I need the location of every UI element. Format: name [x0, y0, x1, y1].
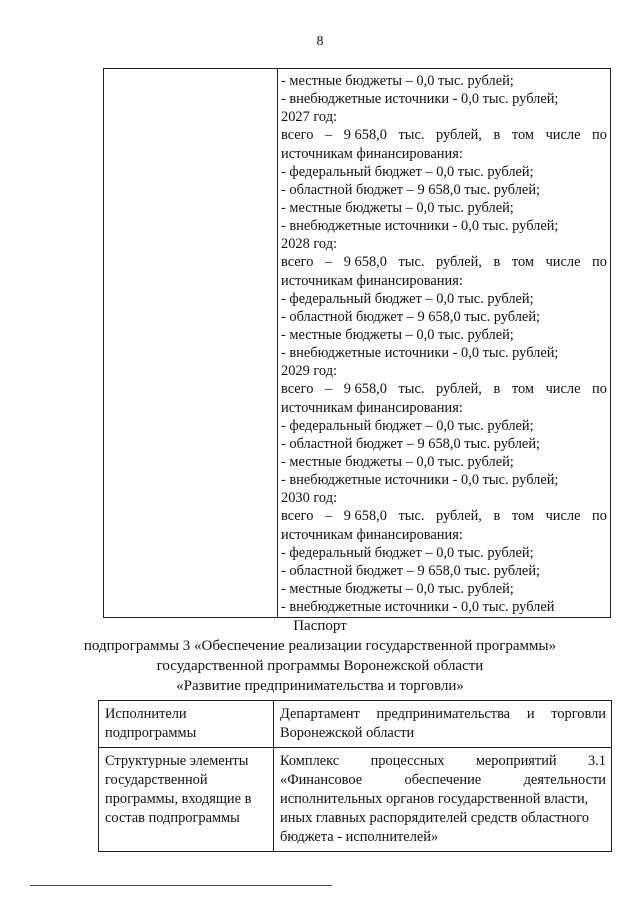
text-line: исполнительных органов государственной власти,	[280, 791, 589, 807]
text-line: - федеральный бюджет – 0,0 тыс. рублей;	[281, 417, 534, 434]
text-line: источникам финансирования:	[281, 526, 463, 543]
word: по	[592, 254, 607, 271]
justified-text-line	[280, 771, 606, 790]
word: всего	[281, 254, 314, 271]
page-number: 8	[316, 34, 324, 49]
word: числе	[545, 381, 581, 398]
text-line: программы, входящие в	[105, 791, 252, 807]
text-line: бюджета - исполнителей»	[280, 829, 439, 845]
word: рублей,	[436, 508, 482, 525]
text-line: государственной	[105, 772, 208, 788]
text-line: Структурные элементы	[105, 753, 249, 769]
word: Комплекс	[280, 753, 340, 769]
word: 9 658,0	[343, 508, 387, 525]
word: Департамент	[280, 706, 360, 722]
word: и	[526, 706, 535, 722]
text-line: - местные бюджеты – 0,0 тыс. рублей;	[281, 453, 514, 470]
text-line: - внебюджетные источники - 0,0 тыс. рублей;	[281, 218, 559, 235]
word: предпринимательства	[376, 706, 511, 722]
text-line: - местные бюджеты – 0,0 тыс. рублей;	[281, 73, 514, 89]
word: в	[493, 508, 501, 525]
word: числе	[545, 508, 581, 525]
text-line: 2030 год:	[281, 490, 338, 507]
word: в	[493, 127, 501, 144]
word: том	[511, 508, 534, 525]
word: всего	[281, 508, 314, 525]
word: тыс.	[398, 381, 425, 398]
word: мероприятий	[475, 753, 557, 769]
text-line: - федеральный бюджет – 0,0 тыс. рублей;	[281, 163, 534, 180]
text-line: - внебюджетные источники - 0,0 тыс. рублей;	[281, 345, 559, 362]
text-line: подпрограммы	[105, 725, 197, 741]
executors-label-cell	[99, 701, 274, 748]
passport-table	[98, 700, 612, 852]
text-line: - областной бюджет – 9 658,0 тыс. рублей;	[281, 181, 541, 198]
text-line: - областной бюджет – 9 658,0 тыс. рублей;	[281, 562, 541, 579]
structural-elements-value-cell	[274, 748, 612, 852]
text-line: - местные бюджеты – 0,0 тыс. рублей;	[281, 199, 514, 216]
word: числе	[545, 127, 581, 144]
text-line: - областной бюджет – 9 658,0 тыс. рублей;	[281, 308, 541, 325]
word: рублей,	[436, 381, 482, 398]
text-line: 2027 год:	[281, 109, 338, 126]
text-line: - федеральный бюджет – 0,0 тыс. рублей;	[281, 290, 534, 307]
passport-line-2: государственной программы Воронежской области	[156, 658, 484, 674]
word: по	[592, 127, 607, 144]
word: процессных	[370, 753, 445, 769]
text-line: - внебюджетные источники - 0,0 тыс. рублей;	[281, 472, 559, 489]
justified-text-line	[281, 126, 607, 144]
word: всего	[281, 127, 314, 144]
word: всего	[281, 381, 314, 398]
passport-line-1: подпрограммы 3 «Обеспечение реализации государственной программы»	[83, 638, 557, 654]
word: 9 658,0	[343, 127, 387, 144]
funding-table	[103, 68, 611, 618]
text-line: источникам финансирования:	[281, 272, 463, 289]
text-line: - областной бюджет – 9 658,0 тыс. рублей;	[281, 435, 541, 452]
word: том	[511, 381, 534, 398]
text-line: состав подпрограммы	[105, 810, 240, 826]
justified-text-line	[281, 380, 607, 398]
word: торговли	[551, 706, 606, 722]
word: –	[324, 254, 333, 271]
word: –	[324, 127, 333, 144]
word: тыс.	[398, 127, 425, 144]
text-line: источникам финансирования:	[281, 399, 463, 416]
executors-value-cell	[274, 701, 612, 748]
word: рублей,	[436, 254, 482, 271]
text-line: Исполнители	[105, 706, 187, 722]
word: рублей,	[436, 127, 482, 144]
footer-rule	[30, 885, 332, 886]
text-line: - внебюджетные источники - 0,0 тыс. рублей;	[281, 91, 559, 108]
text-line: 2029 год:	[281, 363, 338, 380]
text-line: Воронежской области	[280, 725, 415, 741]
passport-line-3: «Развитие предпринимательства и торговли»	[176, 678, 464, 694]
word: по	[592, 508, 607, 525]
text-line: иных главных распорядителей средств областного	[280, 810, 590, 826]
word: деятельности	[523, 772, 606, 788]
text-line: 2028 год:	[281, 236, 338, 253]
word: в	[493, 254, 501, 271]
text-line: - внебюджетные источники - 0,0 тыс. рублей	[281, 599, 555, 616]
word: –	[324, 508, 333, 525]
word: тыс.	[398, 508, 425, 525]
structural-elements-label-cell	[99, 748, 274, 852]
justified-text-line	[280, 705, 606, 724]
word: «Финансовое	[280, 772, 363, 788]
word: числе	[545, 254, 581, 271]
justified-text-line	[281, 507, 607, 525]
table-row	[99, 748, 612, 852]
text-line: - федеральный бюджет – 0,0 тыс. рублей;	[281, 544, 534, 561]
passport-heading	[0, 616, 640, 696]
word: 9 658,0	[343, 381, 387, 398]
table-row	[99, 701, 612, 748]
text-line: источникам финансирования:	[281, 145, 463, 162]
table-row	[104, 69, 611, 618]
word: в	[493, 381, 501, 398]
word: обеспечение	[404, 772, 482, 788]
justified-text-line	[281, 253, 607, 271]
word: том	[511, 254, 534, 271]
word: том	[511, 127, 534, 144]
passport-title: Паспорт	[293, 618, 347, 634]
justified-text-line	[280, 752, 606, 771]
empty-label-cell	[104, 69, 278, 618]
text-line: - местные бюджеты – 0,0 тыс. рублей;	[281, 326, 514, 343]
funding-cell	[278, 69, 611, 618]
word: 9 658,0	[343, 254, 387, 271]
word: тыс.	[398, 254, 425, 271]
word: по	[592, 381, 607, 398]
word: –	[324, 381, 333, 398]
word: 3.1	[587, 753, 606, 769]
text-line: - местные бюджеты – 0,0 тыс. рублей;	[281, 580, 514, 597]
